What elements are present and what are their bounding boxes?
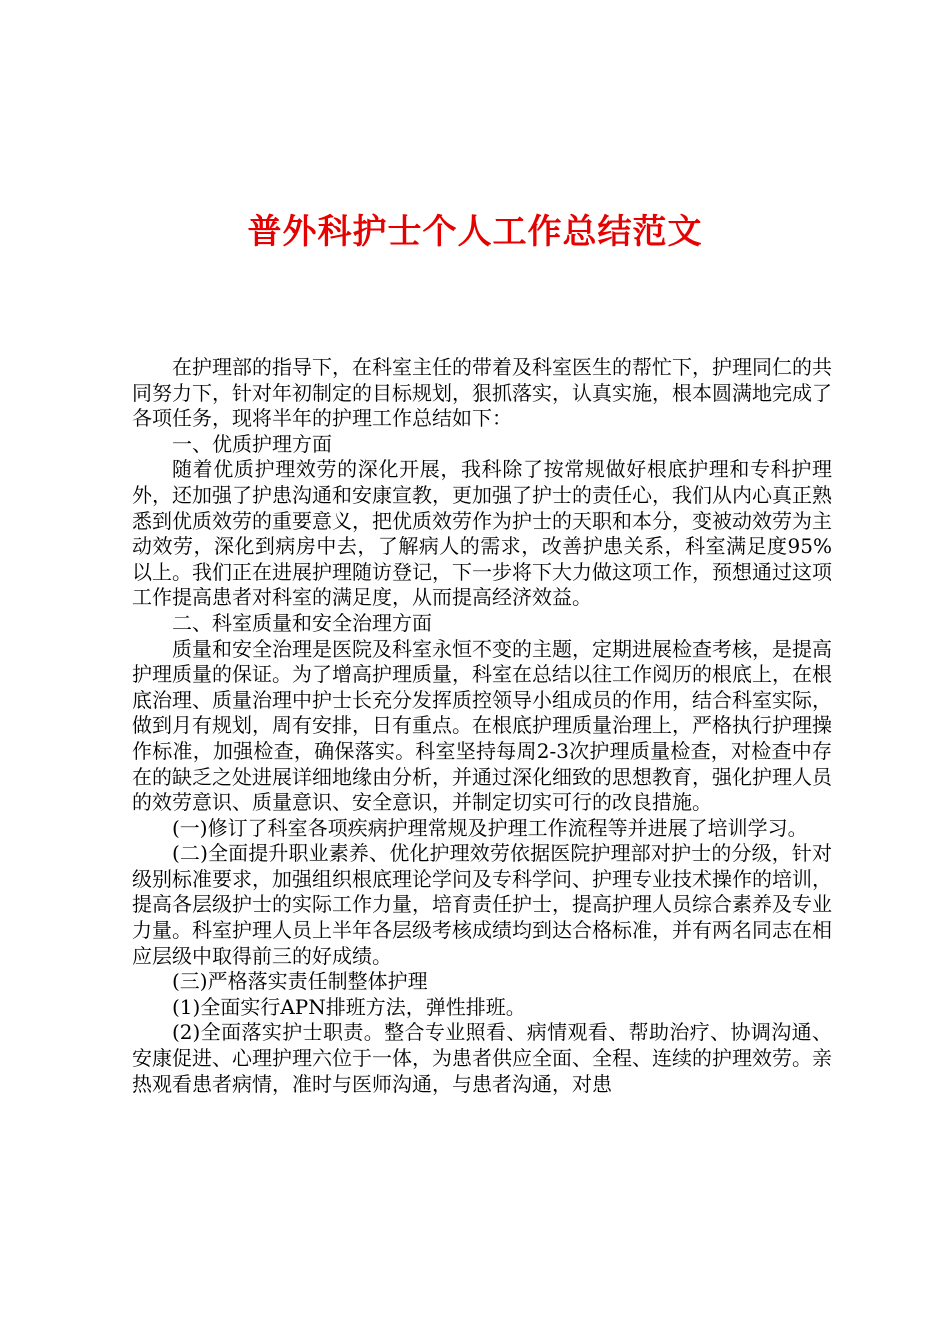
section-heading-safety-management: 二、科室质量和安全治理方面 [172, 610, 432, 635]
document-body [132, 355, 832, 1097]
paragraph-item-3: (三)严格落实责任制整体护理 [172, 969, 428, 994]
paragraph-safety-management: 质量和安全治理是医院及科室永恒不变的主题，定期进展检查考核，是提高护理质量的保证。为了增高护理质量，科室在总结以往工作阅历的根底上，在根底治理、质量治理中护士长充分发挥质控领导小组成员的作用，结合科室实际，做到月有规划，周有安排，日有重点。在根底护理质量治理上，严格执行护理操作标准，加强检查，确保落实。科室坚持每周2-3次护理质量检查，对检查中存在的缺乏之处进展详细地缘由分析，并通过深化细致的思想教育，强化护理人员的效劳意识、质量意识、安全意识，并制定切实可行的改良措施。 [132, 636, 832, 815]
section-heading-quality-care: 一、优质护理方面 [172, 431, 332, 456]
paragraph-intro: 在护理部的指导下，在科室主任的带着及科室医生的帮忙下，护理同仁的共同努力下，针对年初制定的目标规划，狠抓落实，认真实施，根本圆满地完成了各项任务，现将半年的护理工作总结如下： [132, 355, 832, 431]
document-title: 普外科护士个人工作总结范文 [247, 212, 703, 252]
paragraph-item-1: (一)修订了科室各项疾病护理常规及护理工作流程等并进展了培训学习。 [172, 815, 808, 840]
paragraph-subitem-1: (1)全面实行APN排班方法，弹性排班。 [172, 994, 526, 1019]
paragraph-subitem-2: (2)全面落实护士职责。整合专业照看、病情观看、帮助治疗、协调沟通、安康促进、心理护理六位于一体，为患者供应全面、全程、连续的护理效劳。亲热观看患者病情，准时与医师沟通，与患者沟通，对患 [132, 1020, 832, 1096]
paragraph-item-2: (二)全面提升职业素养、优化护理效劳依据医院护理部对护士的分级，针对级别标准要求，加强组织根底理论学问及专科学问、护理专业技术操作的培训，提高各层级护士的实际工作力量，培育责任护士，提高护理人员综合素养及专业力量。科室护理人员上半年各层级考核成绩均到达合格标准，并有两名同志在相应层级中取得前三的好成绩。 [132, 841, 832, 968]
paragraph-quality-care: 随着优质护理效劳的深化开展，我科除了按常规做好根底护理和专科护理外，还加强了护患沟通和安康宣教，更加强了护士的责任心，我们从内心真正熟悉到优质效劳的重要意义，把优质效劳作为护士的天职和本分，变被动效劳为主动效劳，深化到病房中去，了解病人的需求，改善护患关系，科室满足度95%以上。我们正在进展护理随访登记，下一步将下大力做这项工作，预想通过这项工作提高患者对科室的满足度，从而提高经济效益。 [132, 457, 832, 610]
